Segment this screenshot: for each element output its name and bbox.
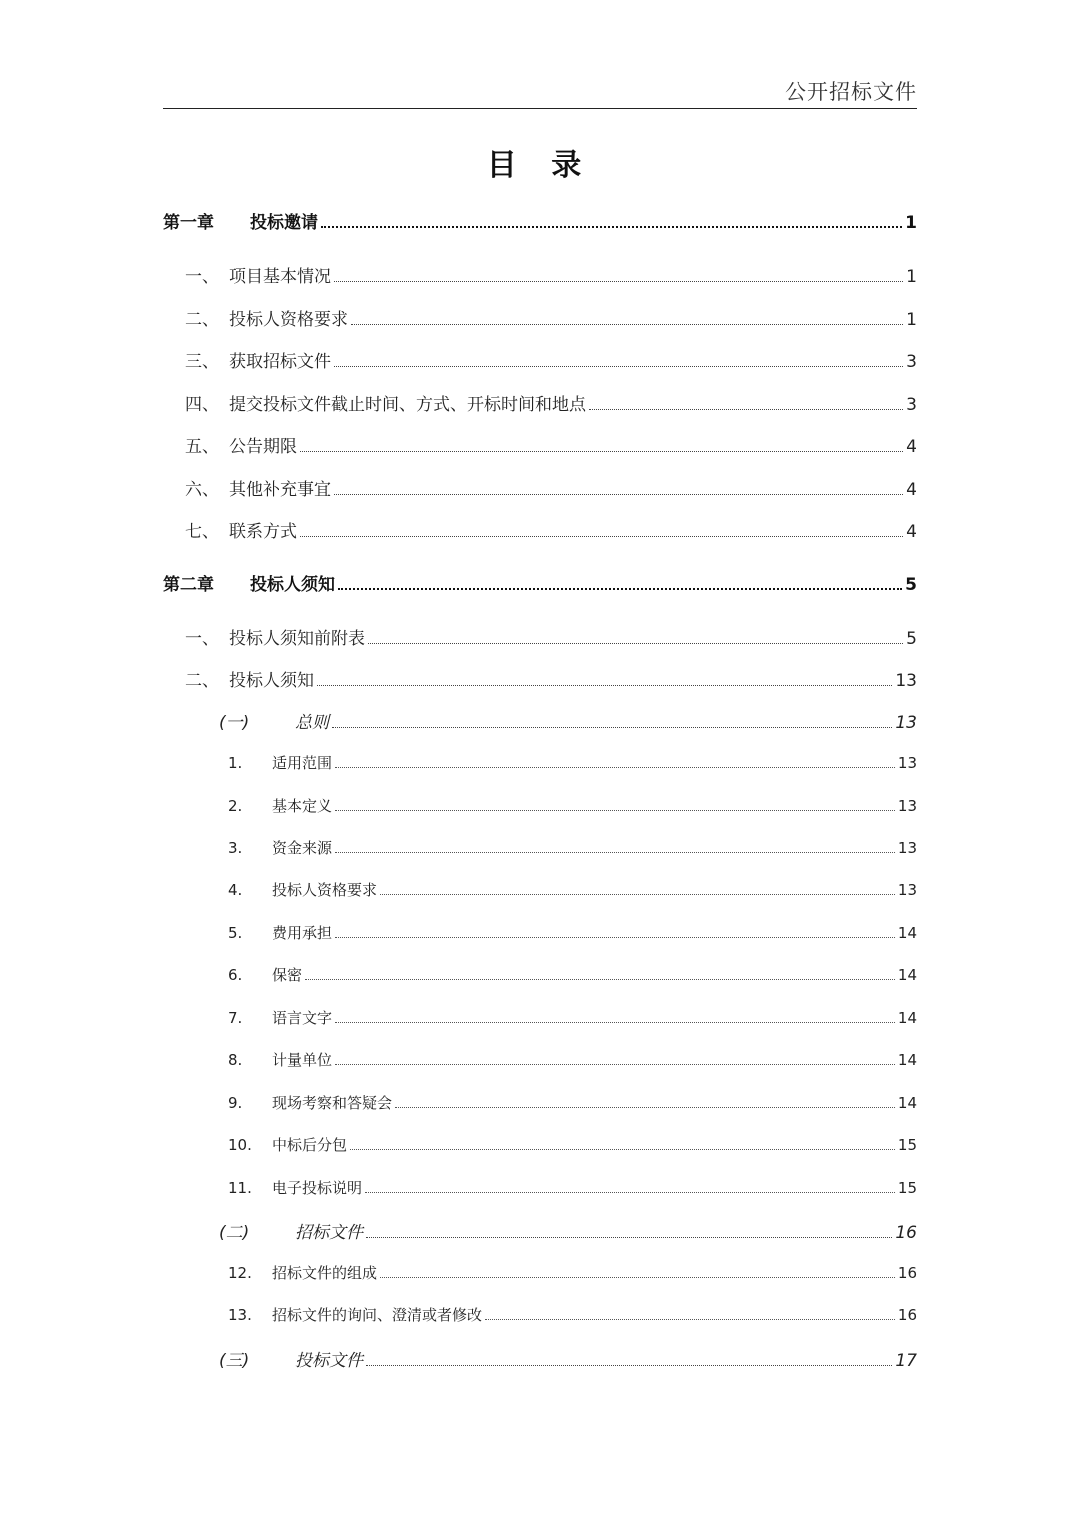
toc-dot-leader — [335, 1022, 895, 1023]
toc-dot-leader — [366, 1365, 892, 1366]
toc-entry-number: 1. — [228, 754, 243, 772]
toc-entry-title: 语言文字 — [272, 1009, 333, 1027]
toc-entry-title: 其他补充事宜 — [229, 480, 331, 500]
toc-entry-page-number: 13 — [897, 839, 917, 857]
toc-entry-title: 投标文件 — [295, 1351, 363, 1371]
toc-entry-page-number: 4 — [906, 480, 917, 500]
toc-entry-page-number: 17 — [895, 1351, 917, 1371]
toc-dot-leader — [338, 588, 902, 590]
toc-dot-leader — [334, 494, 903, 495]
toc-dot-leader — [335, 937, 895, 938]
toc-dot-leader — [380, 1277, 895, 1278]
toc-entry-page-number: 5 — [906, 629, 917, 649]
toc-entry-title: 基本定义 — [272, 797, 333, 815]
toc-entry-page-number: 16 — [897, 1264, 917, 1282]
toc-dot-leader — [351, 324, 903, 325]
toc-entry-page-number: 1 — [905, 213, 917, 233]
toc-entry-page-number: 14 — [897, 924, 917, 942]
toc-entry-number: 四、 — [185, 395, 219, 415]
toc-entry[interactable] — [219, 708, 917, 733]
toc-dot-leader — [335, 1064, 895, 1065]
toc-entry-title: 提交投标文件截止时间、方式、开标时间和地点 — [229, 395, 586, 415]
toc-entry-title: 投标人资格要求 — [272, 881, 378, 899]
toc-entry[interactable] — [163, 570, 917, 595]
toc-entry-page-number: 13 — [897, 797, 917, 815]
toc-entry[interactable] — [185, 305, 917, 330]
toc-entry-number: 一、 — [185, 629, 219, 649]
toc-dot-leader — [395, 1107, 895, 1108]
toc-dot-leader — [334, 366, 903, 367]
toc-entry-title: 联系方式 — [229, 522, 297, 542]
toc-entry-number: 二、 — [185, 310, 219, 330]
toc-entry-page-number: 15 — [897, 1136, 917, 1154]
toc-dot-leader — [485, 1319, 895, 1320]
toc-entry-number: 七、 — [185, 522, 219, 542]
toc-entry[interactable] — [185, 390, 917, 415]
toc-entry-title: 项目基本情况 — [229, 267, 331, 287]
toc-dot-leader — [335, 810, 895, 811]
toc-entry-title: 资金来源 — [272, 839, 333, 857]
toc-entry-page-number: 14 — [897, 966, 917, 984]
toc-entry-title: 招标文件的询问、澄清或者修改 — [272, 1306, 483, 1324]
toc-entry-number: 11. — [228, 1179, 252, 1197]
toc-entry[interactable] — [228, 752, 917, 773]
toc-entry[interactable] — [228, 1007, 917, 1028]
toc-entry[interactable] — [163, 208, 917, 233]
toc-entry-page-number: 15 — [897, 1179, 917, 1197]
toc-entry-number: 第一章 — [163, 213, 214, 233]
toc-entry-title: 投标邀请 — [250, 213, 318, 233]
toc-dot-leader — [365, 1192, 895, 1193]
toc-entry-number: (二) — [219, 1223, 250, 1243]
header-title: 公开招标文件 — [785, 80, 917, 104]
toc-entry-title: 投标人须知 — [250, 575, 335, 595]
toc-dot-leader — [300, 536, 903, 537]
toc-entry-page-number: 1 — [906, 310, 917, 330]
toc-entry-number: (三) — [219, 1351, 250, 1371]
toc-entry-number: 7. — [228, 1009, 243, 1027]
toc-entry-number: 13. — [228, 1306, 252, 1324]
toc-entry-page-number: 16 — [895, 1223, 917, 1243]
toc-entry-number: (一) — [219, 713, 250, 733]
toc-entry-number: 12. — [228, 1264, 252, 1282]
toc-entry[interactable] — [228, 795, 917, 816]
toc-entry-number: 9. — [228, 1094, 243, 1112]
toc-entry-title: 招标文件 — [295, 1223, 363, 1243]
toc-dot-leader — [321, 226, 902, 228]
toc-entry-page-number: 13 — [897, 881, 917, 899]
toc-entry-title: 获取招标文件 — [229, 352, 331, 372]
toc-entry-page-number: 5 — [905, 575, 917, 595]
page-header — [163, 74, 917, 109]
toc-entry[interactable] — [228, 837, 917, 858]
toc-entry-title: 公告期限 — [229, 437, 297, 457]
toc-entry-number: 五、 — [185, 437, 219, 457]
toc-dot-leader — [334, 281, 903, 282]
toc-entry[interactable] — [228, 1177, 917, 1198]
toc-entry-page-number: 13 — [895, 671, 917, 691]
toc-entry-number: 4. — [228, 881, 243, 899]
toc-entry-number: 10. — [228, 1136, 252, 1154]
toc-entry-number: 2. — [228, 797, 243, 815]
toc-entry-page-number: 14 — [897, 1094, 917, 1112]
toc-entry-page-number: 13 — [895, 713, 917, 733]
toc-dot-leader — [366, 1237, 892, 1238]
toc-entry-number: 第二章 — [163, 575, 214, 595]
toc-entry-number: 3. — [228, 839, 243, 857]
toc-entry-number: 三、 — [185, 352, 219, 372]
toc-entry[interactable] — [228, 1134, 917, 1155]
toc-dot-leader — [300, 451, 903, 452]
toc-entry[interactable] — [219, 1218, 917, 1243]
toc-dot-leader — [380, 894, 895, 895]
toc-entry-title: 保密 — [272, 966, 303, 984]
toc-entry-number: 8. — [228, 1051, 243, 1069]
toc-entry[interactable] — [185, 475, 917, 500]
toc-dot-leader — [305, 979, 895, 980]
toc-entry-number: 六、 — [185, 480, 219, 500]
toc-entry[interactable] — [185, 624, 917, 649]
toc-entry-page-number: 16 — [897, 1306, 917, 1324]
toc-entry-title: 总则 — [295, 713, 329, 733]
toc-entry[interactable] — [185, 347, 917, 372]
toc-entry[interactable] — [185, 517, 917, 542]
toc-entry-page-number: 1 — [906, 267, 917, 287]
toc-entry-title: 招标文件的组成 — [272, 1264, 378, 1282]
toc-entry[interactable] — [228, 1304, 917, 1325]
toc-entry-number: 6. — [228, 966, 243, 984]
toc-entry-number: 5. — [228, 924, 243, 942]
toc-dot-leader — [332, 727, 892, 728]
toc-dot-leader — [335, 852, 895, 853]
toc-entry-title: 中标后分包 — [272, 1136, 348, 1154]
toc-entry-title: 费用承担 — [272, 924, 333, 942]
toc-entry-page-number: 13 — [897, 754, 917, 772]
toc-entry-page-number: 3 — [906, 395, 917, 415]
toc-entry-title: 投标人须知 — [229, 671, 314, 691]
toc-entry[interactable] — [185, 262, 917, 287]
toc-entry[interactable] — [228, 1262, 917, 1283]
toc-entry[interactable] — [228, 964, 917, 985]
toc-entry[interactable] — [185, 432, 917, 457]
toc-entry[interactable] — [185, 666, 917, 691]
toc-entry-title: 电子投标说明 — [272, 1179, 363, 1197]
toc-dot-leader — [368, 643, 903, 644]
toc-entry[interactable] — [228, 1092, 917, 1113]
toc-dot-leader — [350, 1149, 895, 1150]
toc-entry-title: 投标人资格要求 — [229, 310, 348, 330]
toc-title: 目 录 — [486, 148, 594, 183]
toc-entry[interactable] — [219, 1346, 917, 1371]
toc-entry-title: 现场考察和答疑会 — [272, 1094, 393, 1112]
toc-entry-title: 投标人须知前附表 — [229, 629, 365, 649]
toc-entry-page-number: 14 — [897, 1009, 917, 1027]
toc-entry-number: 二、 — [185, 671, 219, 691]
toc-entry[interactable] — [228, 1049, 917, 1070]
toc-dot-leader — [589, 409, 903, 410]
toc-dot-leader — [335, 767, 895, 768]
toc-entry[interactable] — [228, 879, 917, 900]
toc-dot-leader — [317, 685, 892, 686]
toc-entry[interactable] — [228, 922, 917, 943]
toc-entry-page-number: 3 — [906, 352, 917, 372]
toc-entry-title: 适用范围 — [272, 754, 333, 772]
toc-entry-page-number: 4 — [906, 437, 917, 457]
toc-entry-page-number: 14 — [897, 1051, 917, 1069]
toc-entry-title: 计量单位 — [272, 1051, 333, 1069]
toc-entry-page-number: 4 — [906, 522, 917, 542]
toc-entry-number: 一、 — [185, 267, 219, 287]
